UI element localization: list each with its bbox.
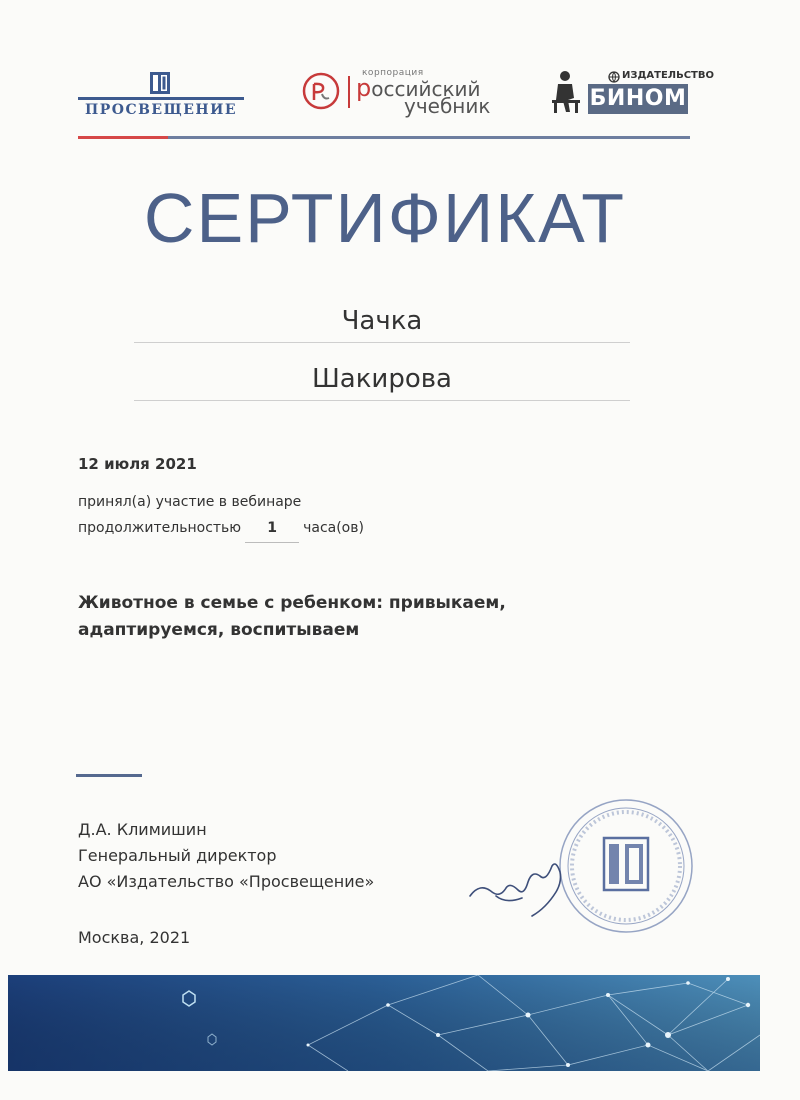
footer-network-banner: [8, 975, 760, 1071]
company-seal: [556, 796, 696, 936]
logo-corp-label: корпорация: [362, 68, 424, 78]
duration-hours: 1: [245, 520, 299, 543]
header-divider-accent: [78, 136, 168, 139]
prosveshchenie-logo: [78, 70, 246, 120]
signatory-company: АО «Издательство «Просвещение»: [78, 872, 375, 891]
logo-ru-line1-rest: оссийский: [371, 77, 481, 101]
webinar-topic-line1: Животное в семье с ребенком: привыкаем,: [78, 593, 506, 613]
header-divider: [78, 136, 690, 139]
logo-ru-line2: учебник: [404, 94, 491, 118]
logo-divider: [348, 76, 350, 108]
event-date: 12 июля 2021: [78, 455, 197, 473]
recipient-first-name: Чачка: [134, 306, 630, 343]
prosveshchenie-wordmark: ПРОСВЕЩЕНИЕ: [85, 102, 237, 118]
duration-row: [78, 520, 364, 543]
reader-figure-icon: [548, 70, 582, 114]
signatory-block: [78, 817, 374, 895]
signatory-position: Генеральный директор: [78, 846, 277, 865]
city-year: Москва, 2021: [78, 928, 191, 947]
webinar-topic-line2: адаптируемся, воспитываем: [78, 620, 360, 640]
handwritten-signature: [466, 852, 576, 922]
webinar-topic: [78, 590, 598, 644]
certificate-title: СЕРТИФИКАТ: [143, 179, 627, 257]
globe-icon: [608, 71, 620, 83]
binom-publisher-label: ИЗДАТЕЛЬСТВО: [622, 70, 714, 81]
russian-textbook-logo: [300, 68, 510, 118]
prosveshchenie-mark-icon: [150, 72, 170, 94]
binom-wordmark: БИНОМ: [588, 84, 688, 114]
participation-text: принял(а) участие в вебинаре: [78, 494, 302, 510]
logo-ru-initial: р: [356, 74, 372, 102]
binom-logo: [548, 68, 714, 118]
ru-circle-icon: [302, 72, 340, 110]
recipient-last-name: Шакирова: [134, 364, 630, 401]
logo-rule: [78, 97, 244, 100]
duration-prefix: продолжительностью: [78, 520, 242, 536]
duration-suffix: часа(ов): [303, 520, 364, 536]
signatory-name: Д.А. Климишин: [78, 820, 207, 839]
signature-rule: [76, 774, 142, 777]
